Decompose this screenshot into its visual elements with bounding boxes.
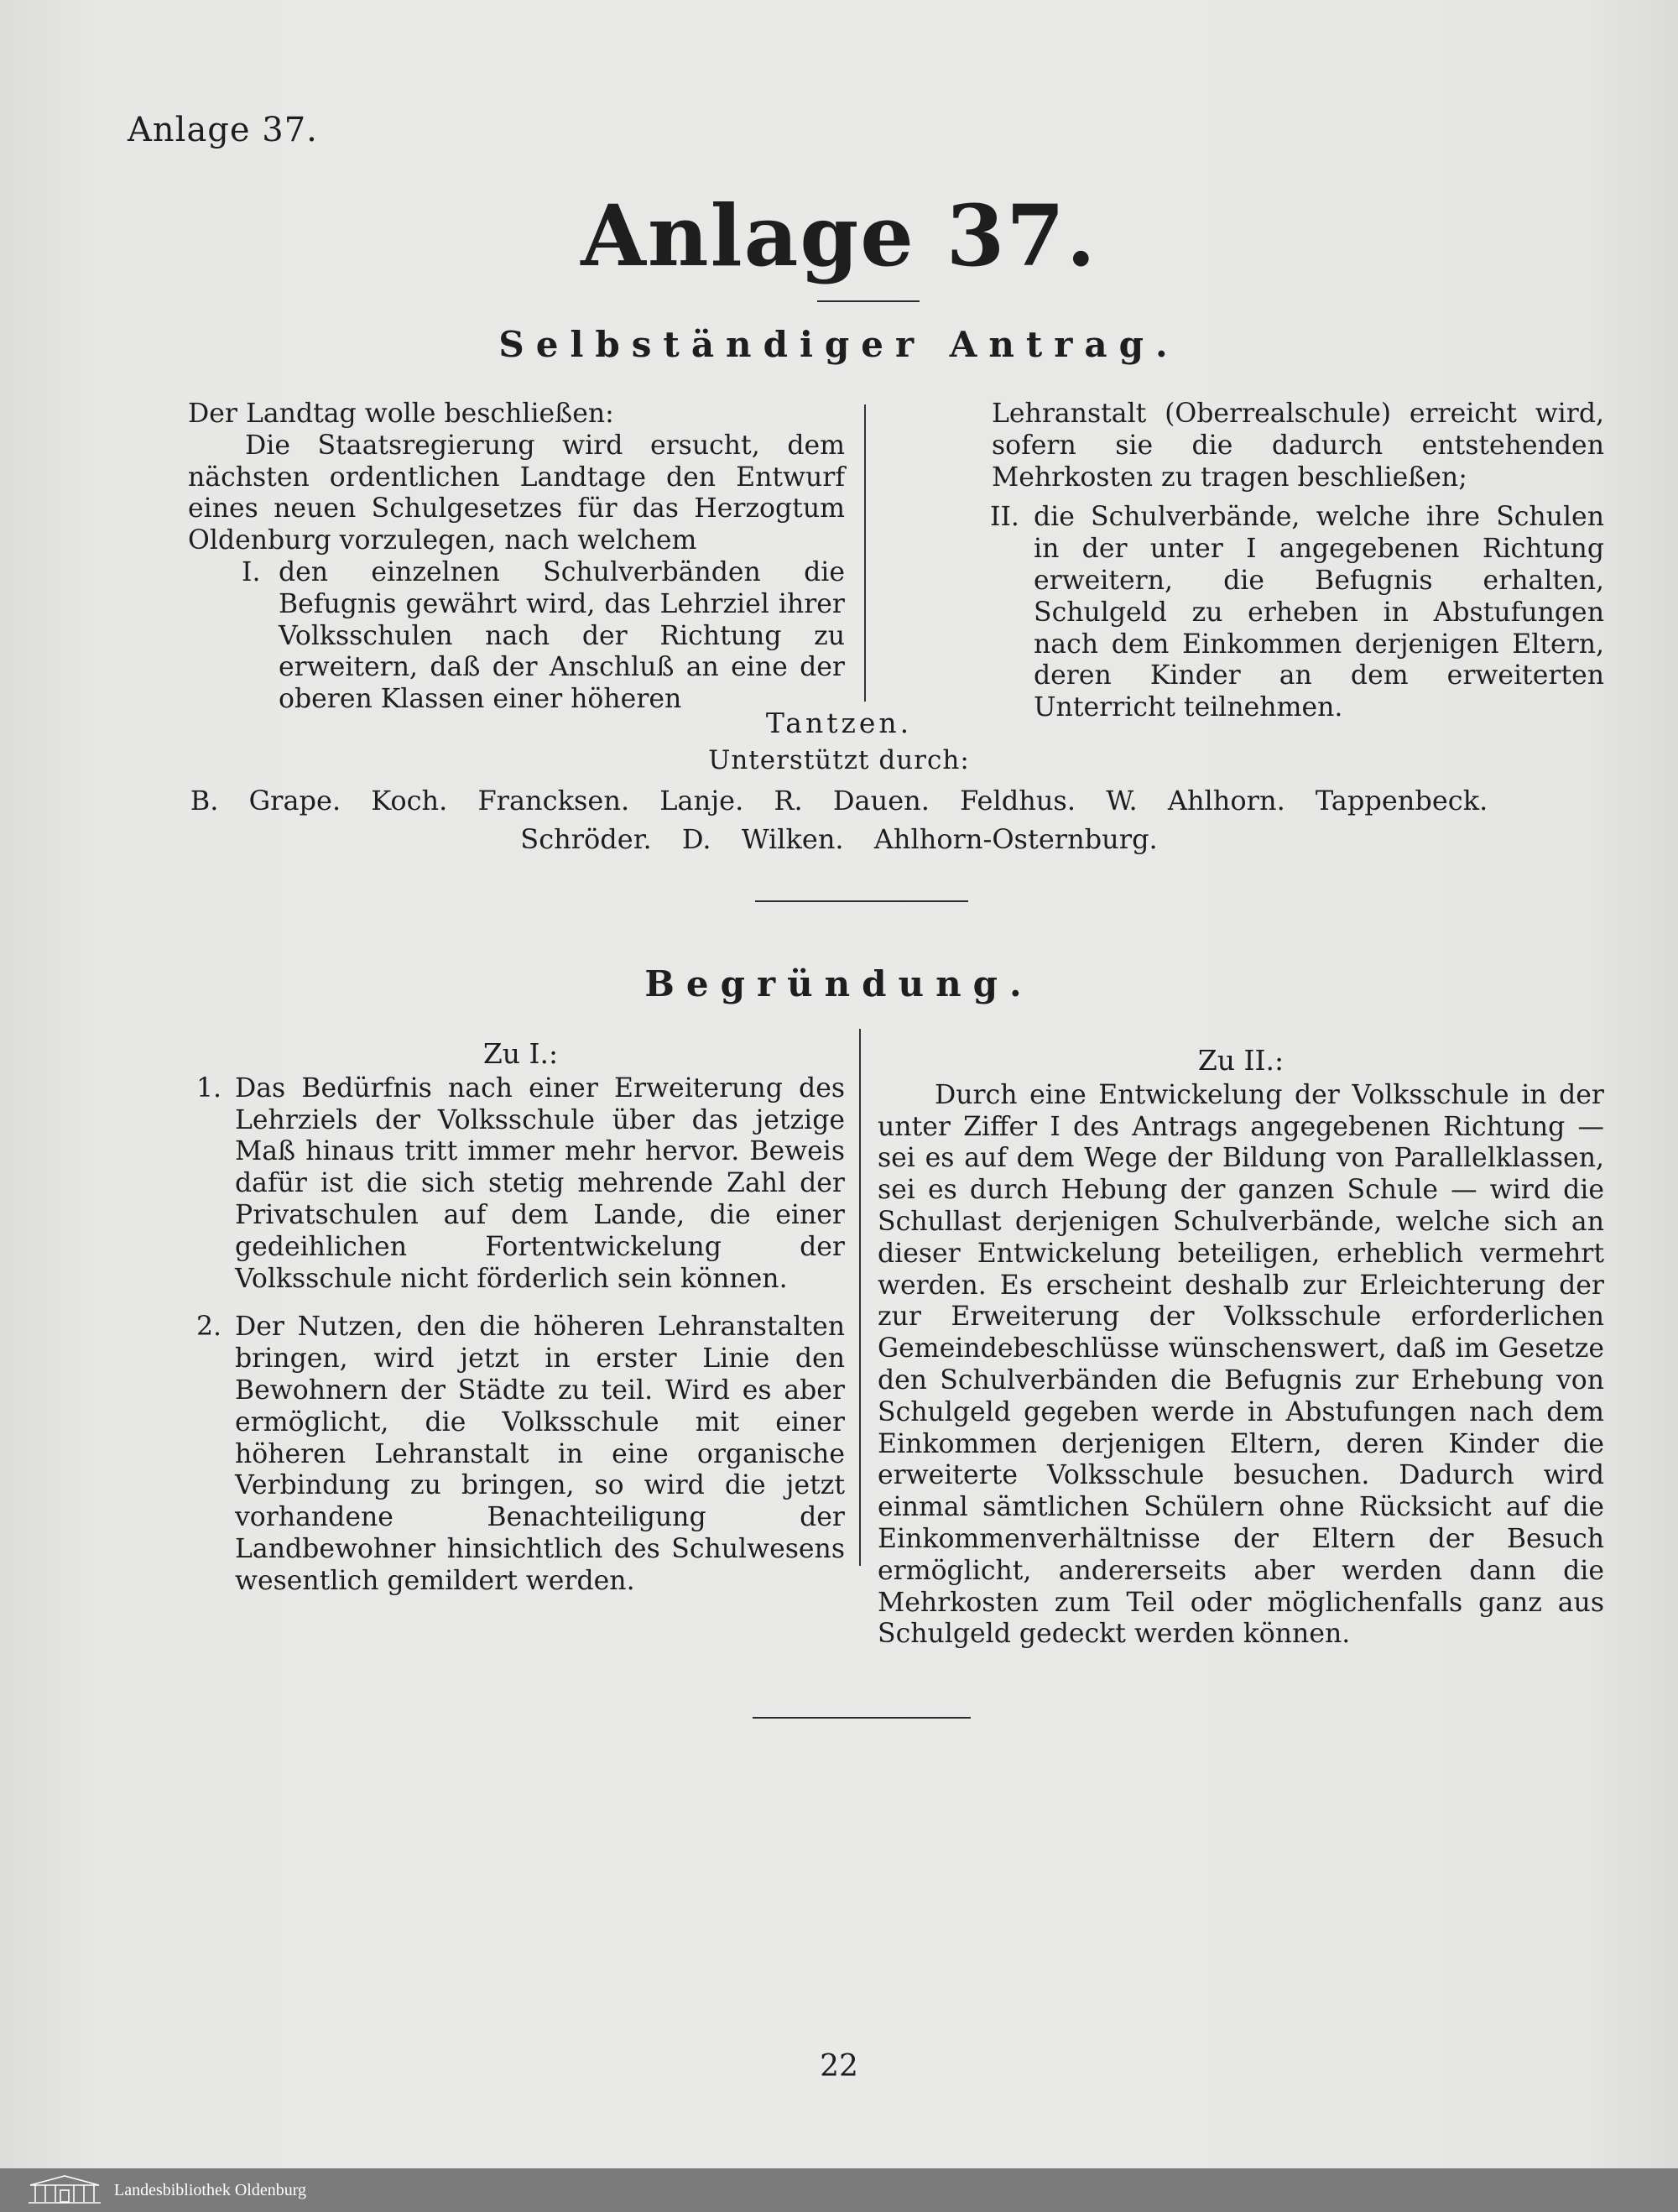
motion-item-1-text: den einzelnen Schulverbänden die Befugnis gewährt wird, das Lehrziel ihrer Volksschulen nach der Richtung zu erweitern, daß der Anschluß an eine der oberen Klassen einer höheren [279, 556, 845, 715]
end-divider [753, 1717, 971, 1719]
motion-item-2-number: II. [990, 502, 1019, 533]
page-number: 22 [820, 2049, 858, 2084]
motion-heading: Selbständiger Antrag. [498, 324, 1180, 365]
supported-by-label: Unterstützt durch: [708, 745, 970, 775]
footer-bar [0, 2168, 1678, 2212]
motion-intro: Der Landtag wolle beschließen: [188, 399, 614, 429]
title-divider [817, 300, 920, 302]
running-head: Anlage 37. [128, 111, 318, 149]
motion-item-1 [242, 557, 845, 716]
reasoning-left-heading: Zu I.: [482, 1037, 559, 1070]
reasoning-right-paragraph: Durch eine Entwickelung der Volksschule in der unter Ziffer I des Antrags angegebenen Richtung — sei es auf dem Wege der Bildung von Parallelklassen, sei es durch Hebung der ganzen Schule — wird die Schullast derjenigen Schulverbände, welche sich an dieser Entwickelung beteiligen, erheblich vermehrt werden. Es erscheint deshalb zur Erleichterung der zur Erweiterung der Volksschule erforderlichen Gemeindebeschlüsse wünschenswert, daß im Gesetze den Schulverbänden die Befugnis zur Erhebung von Schulgeld gegeben werde in Abstufungen nach dem Einkommen derjenigen Eltern, deren Kinder die erweiterte Volksschule besuchen. Dadurch wird einmal sämtlichen Schülern ohne Rücksicht auf die Einkommenverhältnisse der Eltern der Besuch ermöglicht, andererseits aber werden dann die Mehrkosten zum Teil oder möglichenfalls ganz aus Schulgeld gedeckt werden können. [878, 1079, 1604, 1650]
motion-continuation: Lehranstalt (Oberrealschule) erreicht wird, sofern sie die dadurch entstehenden Mehrkosten zu tragen beschließen; [992, 399, 1604, 493]
motion-paragraph: Die Staatsregierung wird ersucht, dem nächsten ordentlichen Landtage den Entwurf eines neuen Schulgesetzes für das Herzogtum Oldenburg vorzulegen, nach welchem [188, 430, 845, 556]
column-divider-motion [864, 404, 866, 702]
reasoning-item-2-text: Der Nutzen, den die höheren Lehranstalten bringen, wird jetzt in erster Linie den Bewohnern der Städte zu teil. Wird es aber ermöglicht, die Volksschule mit einer höheren Lehranstalt in eine organische Verbindung zu bringen, so wird die jetzt vorhandene Benachteiligung der Landbewohner hinsichtlich des Schulwesens wesentlich gemildert werden. [235, 1312, 845, 1596]
motion-right-column [992, 399, 1604, 724]
reasoning-item-1-number: 1. [196, 1072, 222, 1103]
signers-line-2: Schröder. D. Wilken. Ahlhorn-Osternburg. [520, 823, 1158, 855]
motion-left-column [188, 399, 845, 716]
reasoning-left-column [196, 1038, 845, 1598]
signers-line-1: B. Grape. Koch. Francksen. Lanje. R. Dauen. Feldhus. W. Ahlhorn. Tappenbeck. [190, 785, 1488, 816]
column-divider-reasoning [859, 1029, 861, 1566]
motion-item-2-text: die Schulverbände, welche ihre Schulen in der unter I angegebenen Richtung erweitern, die Befugnis erhalten, Schulgeld zu erheben in Abstufungen nach dem Einkommen derjenigen Eltern, deren Kinder an dem erweiterten Unterricht teilnehmen. [1034, 502, 1604, 723]
motion-item-1-number: I. [242, 556, 261, 587]
motion-author: Tantzen. [765, 707, 913, 739]
reasoning-right-heading: Zu II.: [1197, 1044, 1285, 1077]
footer-library-name: Landesbibliothek Oldenburg [114, 2180, 307, 2199]
page-title: Anlage 37. [581, 186, 1097, 285]
library-building-icon [27, 2173, 102, 2207]
motion-item-2 [990, 502, 1604, 724]
reasoning-item-1 [196, 1073, 845, 1296]
reasoning-heading: Begründung. [644, 963, 1034, 1004]
reasoning-item-2 [196, 1312, 845, 1597]
section-divider [755, 900, 968, 902]
reasoning-item-2-number: 2. [196, 1312, 222, 1343]
reasoning-right-column [878, 1038, 1604, 1651]
reasoning-item-1-text: Das Bedürfnis nach einer Erweiterung des Lehrziels der Volksschule über das jetzige Maß hinaus tritt immer mehr hervor. Beweis dafür ist die sich stetig mehrende Zahl der Privatschulen auf dem Lande, die einer gedeihlichen Fortentwickelung der Volksschule nicht förderlich sein können. [235, 1072, 845, 1294]
